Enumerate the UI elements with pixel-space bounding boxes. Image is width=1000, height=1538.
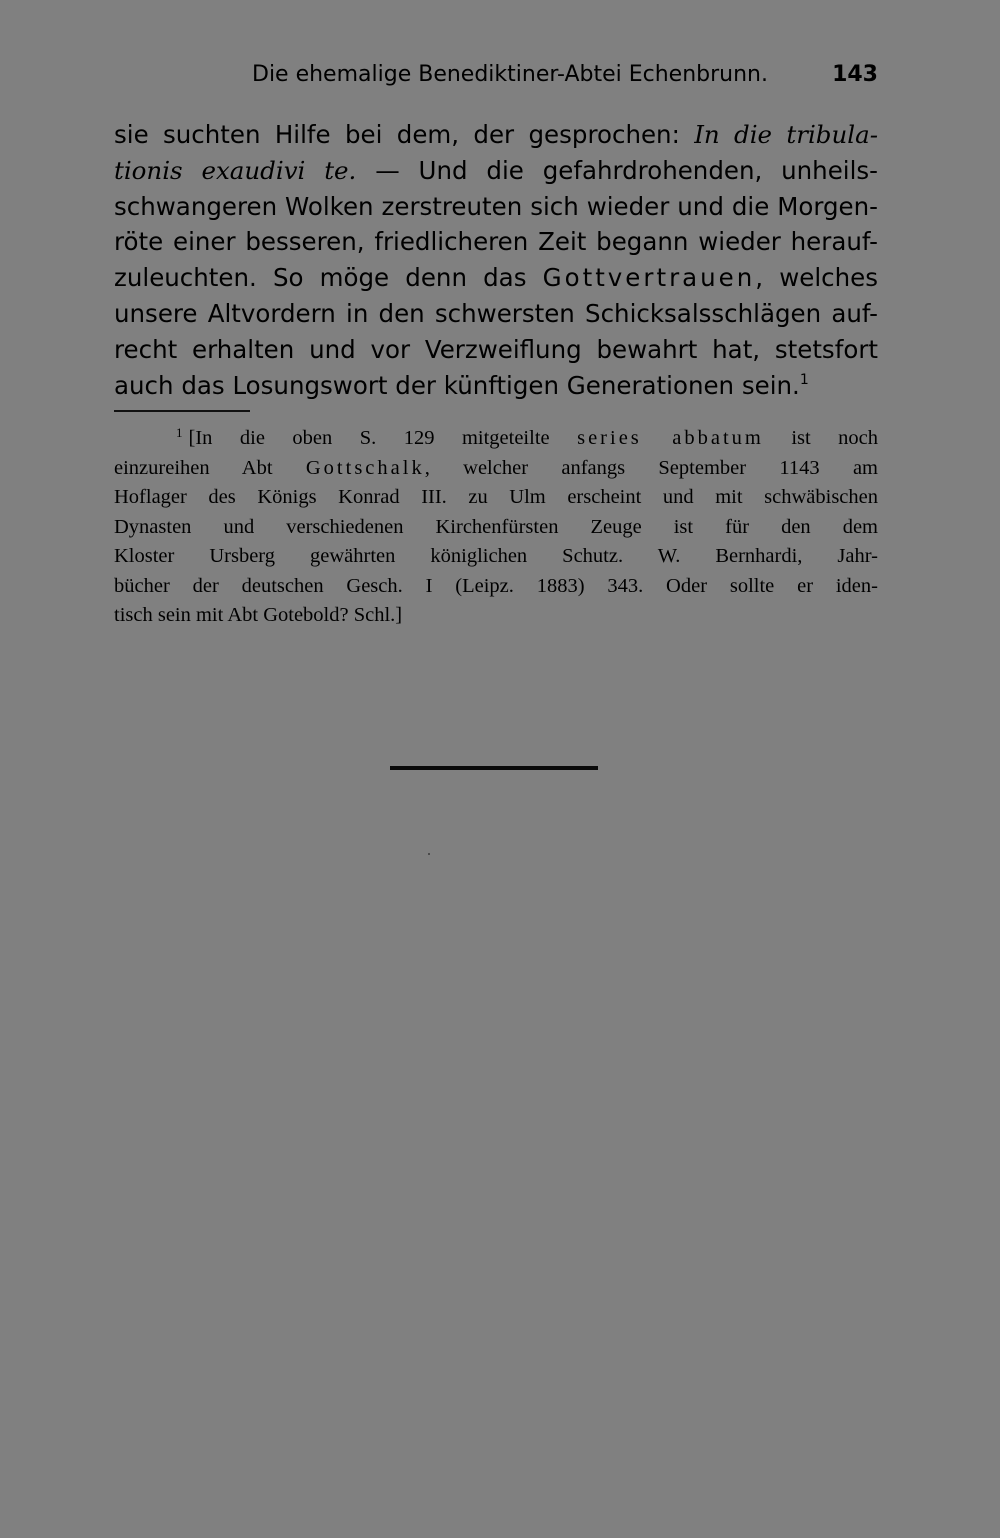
text-segment: ist noch <box>763 427 879 449</box>
emphasized-phrase: series abbatum <box>577 427 764 449</box>
footnote-line <box>114 454 878 484</box>
footnote-reference: 1 <box>799 371 809 388</box>
emphasized-word: Gottschalk <box>305 456 425 479</box>
text-segment: [In die oben S. 129 mitgeteilte <box>188 427 578 449</box>
footnote-separator <box>114 410 250 412</box>
text-line <box>114 368 878 404</box>
latin-quote: In die tribula- <box>694 120 878 149</box>
emphasized-word: Gottvertrauen <box>542 263 756 293</box>
text-segment: auch das Losungswort der künftigen Generationen sein. <box>114 370 800 400</box>
footnote <box>114 424 878 631</box>
text-line: schwangeren Wolken zerstreuten sich wieder und die Morgen- <box>114 191 878 221</box>
main-paragraph <box>114 117 878 403</box>
page-number: 143 <box>832 62 878 87</box>
section-end-rule <box>390 766 598 770</box>
footnote-line: Kloster Ursberg gewährten königlichen Schutz. W. Bernhardi, Jahr- <box>114 545 878 567</box>
page-header <box>114 58 878 92</box>
text-line <box>114 117 878 153</box>
text-segment: , welches <box>755 263 878 293</box>
footnote-line <box>114 424 878 454</box>
text-segment: zuleuchten. So möge denn das <box>114 263 543 293</box>
text-segment: — Und die gefahrdrohenden, unheils- <box>356 155 878 185</box>
text-line: röte einer besseren, friedlicheren Zeit begann wieder herauf- <box>114 227 878 257</box>
latin-quote: tionis exaudivi te. <box>114 155 357 185</box>
footnote-marker: 1 <box>176 425 183 440</box>
text-line: unsere Altvordern in den schwersten Schicksalsschlägen auf- <box>114 298 878 328</box>
text-segment: sie suchten Hilfe bei dem, der gesprochen: <box>114 120 695 149</box>
scan-speck <box>428 853 430 855</box>
text-line <box>114 260 878 296</box>
footnote-line: bücher der deutschen Gesch. I (Leipz. 1883) 343. Oder sollte er iden- <box>114 574 878 597</box>
footnote-line: Hoflager des Königs Konrad III. zu Ulm erscheint und mit schwäbischen <box>114 486 878 508</box>
text-line: recht erhalten und vor Verzweiflung bewahrt hat, stetsfort <box>114 334 878 364</box>
text-segment: , welcher anfangs September 1143 am <box>424 456 878 479</box>
text-segment: einzureihen Abt <box>114 456 306 479</box>
footnote-line: Dynasten und verschiedenen Kirchenfürsten Zeuge ist für den dem <box>114 515 878 538</box>
running-title: Die ehemalige Benediktiner-Abtei Echenbrunn. <box>252 62 768 87</box>
footnote-line: tisch sein mit Abt Gotebold? Schl.] <box>114 604 403 626</box>
text-line <box>114 153 878 189</box>
